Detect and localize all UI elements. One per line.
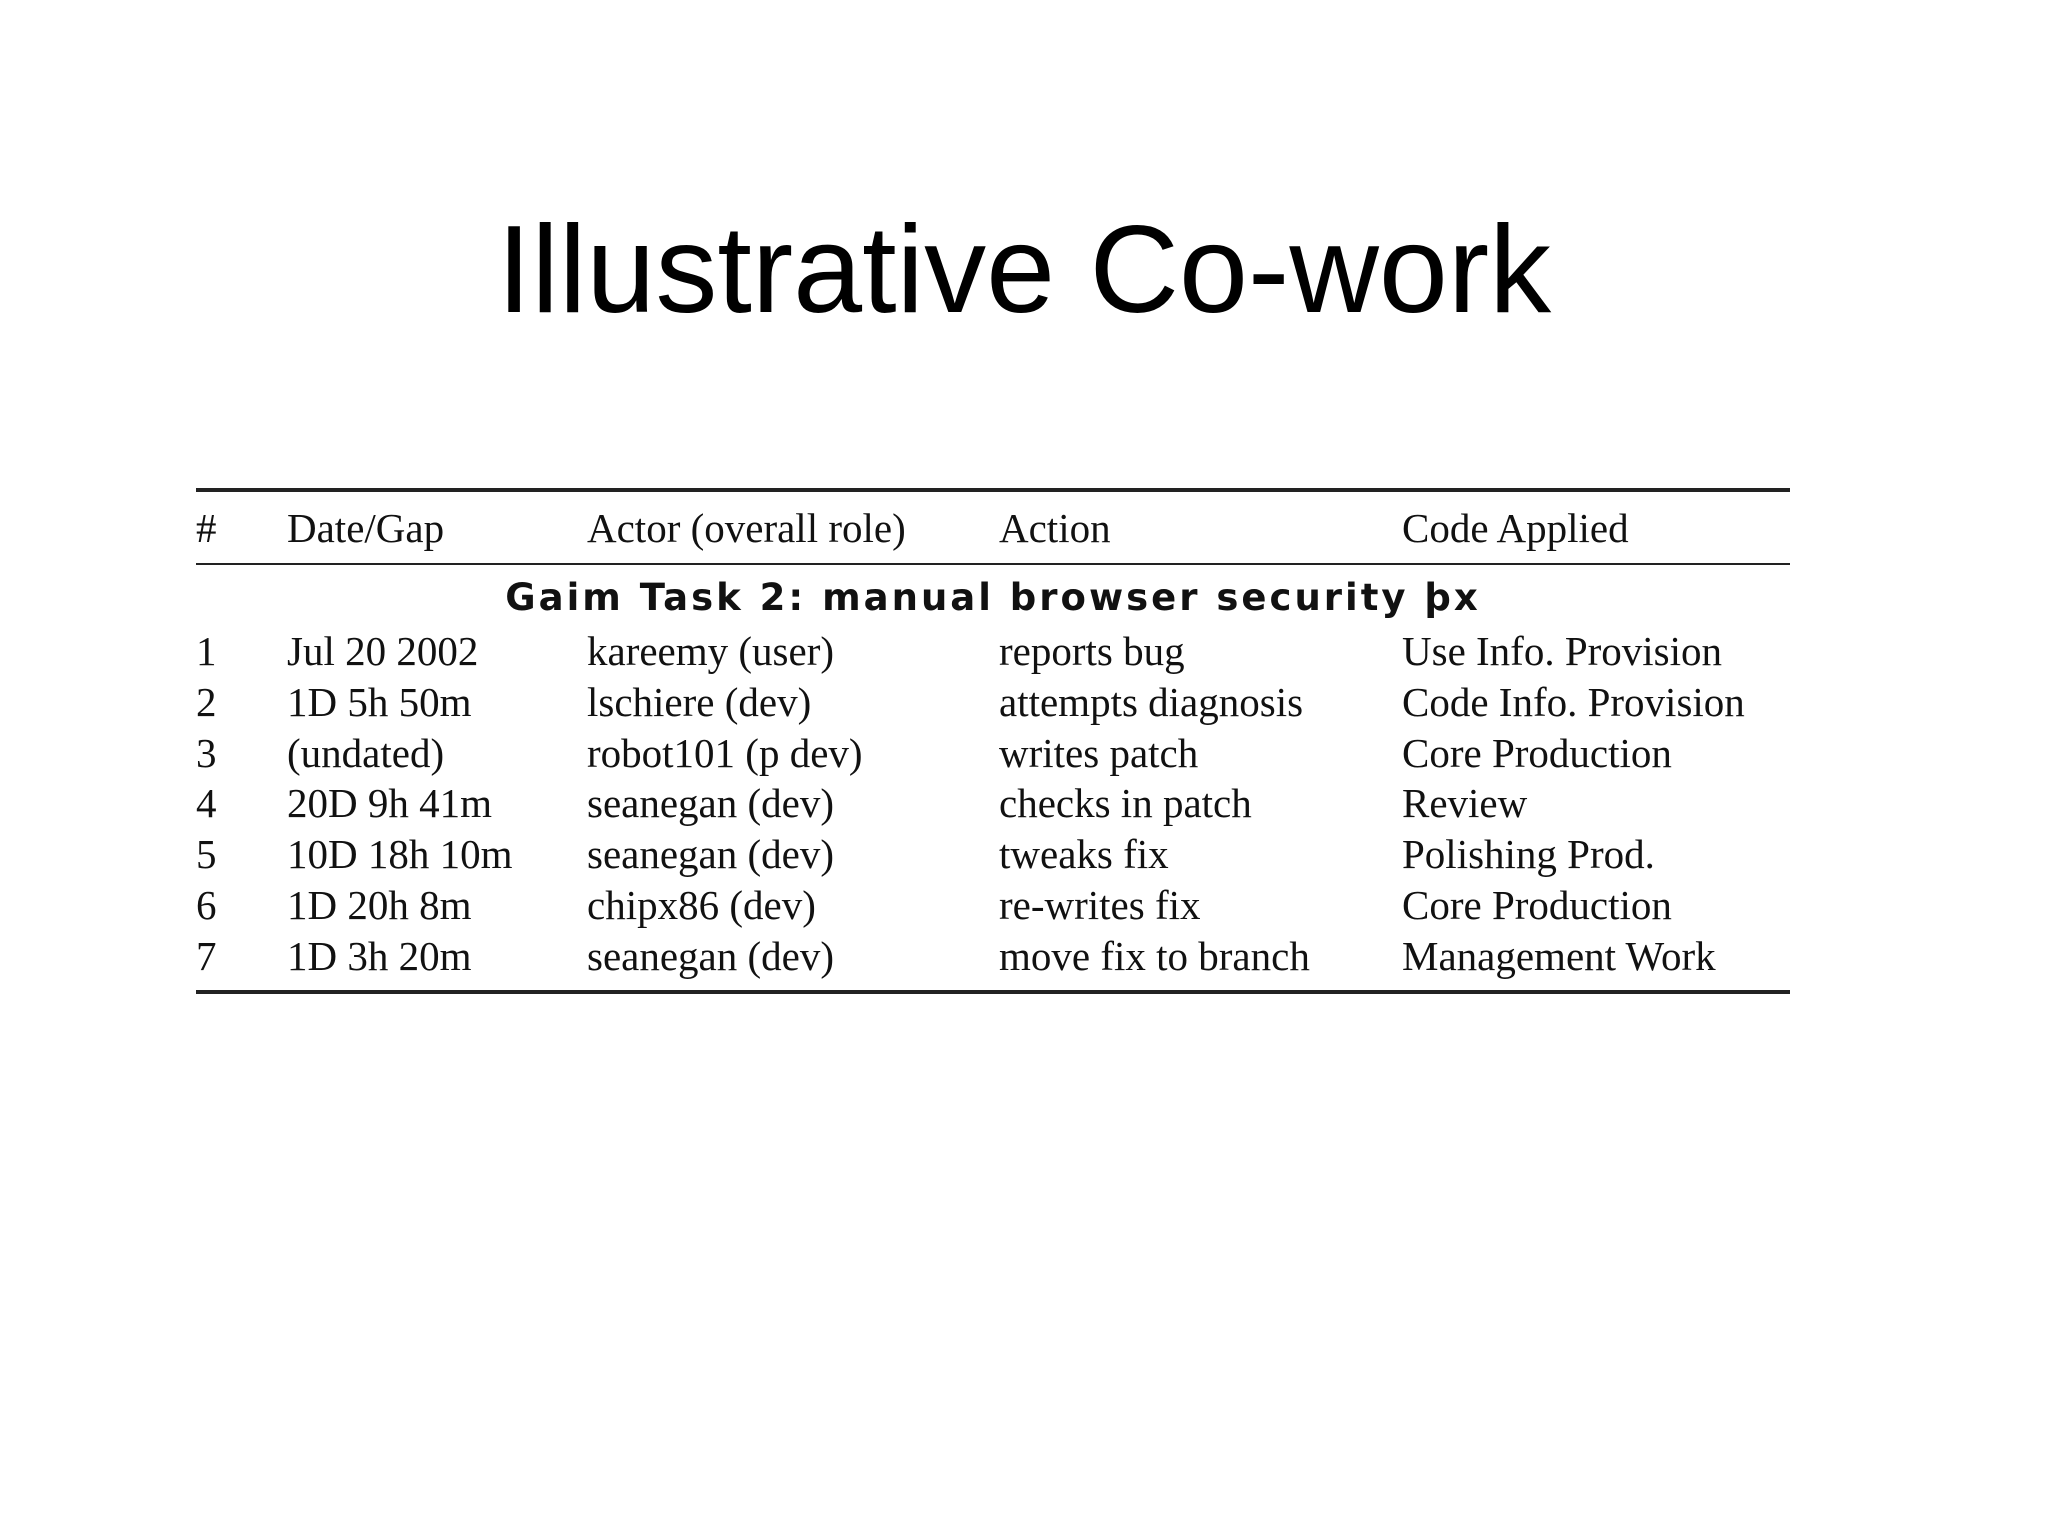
cell-action: writes patch: [999, 730, 1199, 776]
cell-actor: kareemy (user): [587, 628, 835, 674]
column-header-code-applied: Code Applied: [1402, 505, 1629, 551]
cell-actor: seanegan (dev): [587, 933, 835, 979]
cell-date-gap: 10D 18h 10m: [287, 831, 513, 877]
column-header-action: Action: [999, 505, 1111, 551]
table-row: [196, 728, 1790, 778]
cell-actor: seanegan (dev): [587, 831, 835, 877]
slide-title: Illustrative Co-work: [496, 201, 1552, 339]
cell-action: re-writes fix: [999, 882, 1201, 928]
cell-code-applied: Core Production: [1402, 882, 1672, 928]
cell-code-applied: Use Info. Provision: [1402, 628, 1723, 674]
cell-number: 2: [196, 679, 217, 725]
cell-date-gap: 1D 3h 20m: [287, 933, 472, 979]
table-row: [196, 931, 1790, 981]
cell-action: checks in patch: [999, 780, 1252, 826]
cell-number: 1: [196, 628, 217, 674]
cell-date-gap: Jul 20 2002: [287, 628, 479, 674]
column-header-number: #: [196, 505, 217, 551]
table-header-row: [196, 503, 1790, 553]
cell-action: move fix to branch: [999, 933, 1310, 979]
cell-action: attempts diagnosis: [999, 679, 1304, 725]
cell-date-gap: 1D 5h 50m: [287, 679, 472, 725]
cell-action: tweaks fix: [999, 831, 1169, 877]
cell-number: 7: [196, 933, 217, 979]
table-row: [196, 778, 1790, 828]
table-row: [196, 829, 1790, 879]
table-row: [196, 677, 1790, 727]
column-header-date-gap: Date/Gap: [287, 505, 445, 551]
cell-code-applied: Core Production: [1402, 730, 1672, 776]
cell-code-applied: Code Info. Provision: [1402, 679, 1745, 725]
cell-code-applied: Review: [1402, 780, 1528, 826]
cell-date-gap: (undated): [287, 730, 445, 776]
cell-number: 5: [196, 831, 217, 877]
cell-code-applied: Management Work: [1402, 933, 1716, 979]
cell-code-applied: Polishing Prod.: [1402, 831, 1655, 877]
cell-actor: lschiere (dev): [587, 679, 812, 725]
cell-number: 3: [196, 730, 217, 776]
column-header-actor: Actor (overall role): [587, 505, 906, 551]
table-row: [196, 880, 1790, 930]
cell-number: 4: [196, 780, 217, 826]
cell-actor: robot101 (p dev): [587, 730, 863, 776]
cell-number: 6: [196, 882, 217, 928]
table-bottom-rule: [196, 990, 1790, 994]
cell-action: reports bug: [999, 628, 1185, 674]
cell-date-gap: 20D 9h 41m: [287, 780, 492, 826]
table-row: [196, 626, 1790, 676]
cell-actor: chipx86 (dev): [587, 882, 816, 928]
table-section-heading: Gaim Task 2: manual browser security þx: [505, 576, 1481, 619]
cell-date-gap: 1D 20h 8m: [287, 882, 472, 928]
cell-actor: seanegan (dev): [587, 780, 835, 826]
table-header-rule: [196, 563, 1790, 565]
table-top-rule: [196, 488, 1790, 492]
